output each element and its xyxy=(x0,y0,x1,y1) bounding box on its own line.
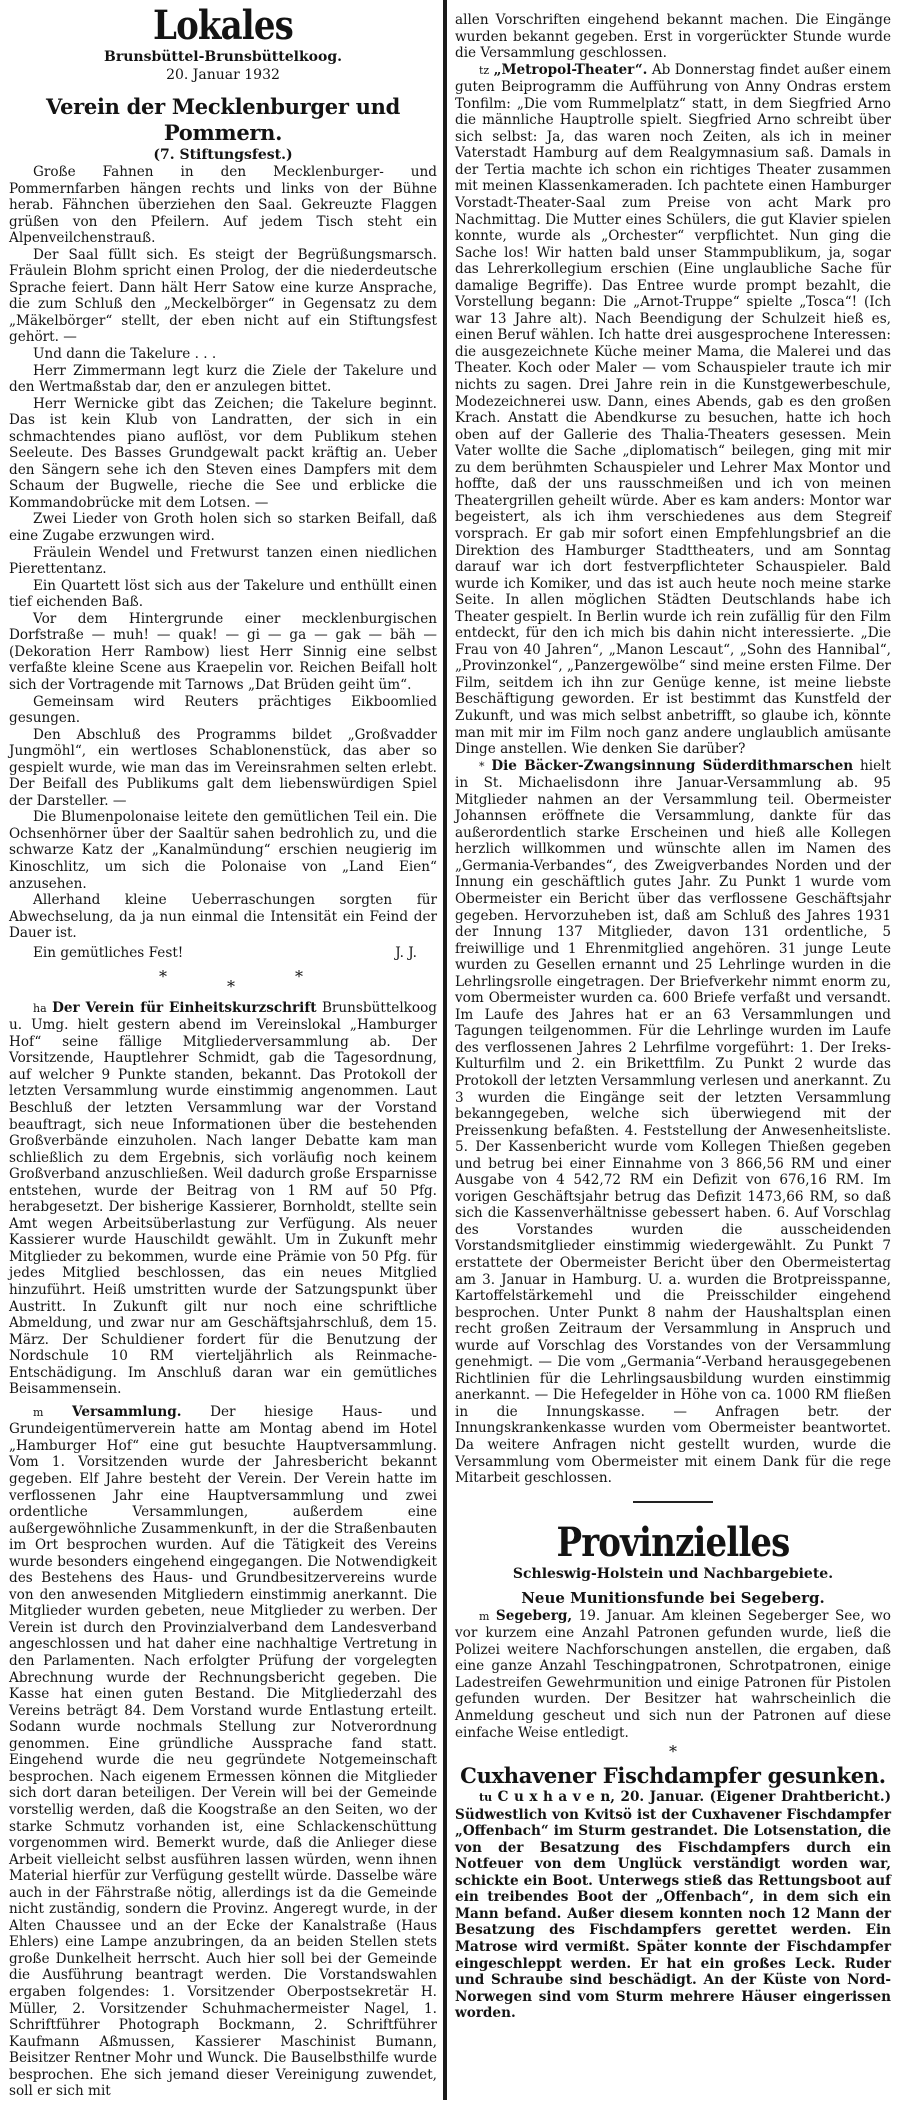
article-title: Verein der Mecklenburger und Pommern. xyxy=(46,94,400,145)
news-paragraph xyxy=(455,62,891,758)
article-paragraph: Vor dem Hintergrunde einer mecklenburgischen Dorfstraße — muh! — quak! — gi — ga — gak — bäh — (Dekoration Herr Rambow) liest Herr Sinnig eine selbst verfaßte kleine Scene aus Kraepelin vor. Reichen Beifall holt sich der Vortragende mit Tarnows „Dat Brüden geiht üm“. xyxy=(9,610,437,693)
author-code: tu xyxy=(479,1791,493,1805)
news-paragraph xyxy=(9,1000,437,1398)
news-paragraph xyxy=(455,1608,891,1741)
right-column xyxy=(455,0,891,2022)
news-items xyxy=(9,1000,437,2100)
news-lead: Versammlung. xyxy=(72,1403,182,1420)
news-items xyxy=(455,62,891,1487)
article-subtitle: (7. Stiftungsfest.) xyxy=(153,147,293,163)
paragraph-text: 20. Januar. (Eigener Drahtbericht.) Südwestlich von Kvitsö ist der Cuxhavener Fischdampfer „Offenbach“ im Sturm gestrandet. Die Lotsenstation, die von der Besatzung des Fischdampfers durch ein Notfeuer von dem Unglück verständigt worden war, schickte ein Boot. Unterwegs stieß das Rettungsboot auf ein treibendes Boot der „Offenbach“, in dem sich ein Mann befand. Außer diesem konnten noch 12 Mann der Besatzung des Fischdampfers gerettet werden. Ein Matrose wird vermißt. Später konnte der Fischdampfer eingeschleppt werden. Er hat ein großes Leck. Ruder und Schraube sind beschädigt. An der Küste von Nord-Norwegen sind vom Sturm mehrere Häuser eingerissen worden. xyxy=(455,1789,891,2022)
place-heading: Brunsbüttel-Brunsbüttelkoog. xyxy=(104,49,342,65)
article-body xyxy=(9,164,437,942)
article-closing xyxy=(9,944,437,962)
section-title-provinzielles: Provinzielles xyxy=(556,1518,790,1566)
article-paragraph: Fräulein Wendel und Fretwurst tanzen einen niedlichen Pierettentanz. xyxy=(9,544,437,578)
paragraph-text: 19. Januar. Am kleinen Segeberger See, wo vor kurzem eine Anzahl Patronen gefunden wurde, ließ die Polizei weitere Nachforschungen anstellen, die ergaben, daß eine ganze Anzahl Teschingpatronen, Schrotpatronen, einige Ladestreifen Gewehrmunition und einige Patronen für Pistolen gefunden wurden. Der Besitzer hat wahrscheinlich die Anmeldung gescheut und sich nun der Patronen auf diese einfache Weise entledigt. xyxy=(455,1607,891,1741)
article-paragraph: Der Saal füllt sich. Es steigt der Begrüßungsmarsch. Fräulein Blohm spricht einen Prolog, der die niederdeutsche Sprache feiert. Dann hält Herr Satow eine kurze Ansprache, die zum Schluß den „Meckelbörger“ in Gegensatz zu dem „Mäkelbörger“ stellt, der eben nicht auf ein Stiftungsfest gehört. — xyxy=(9,246,437,346)
author-code: m xyxy=(33,1405,44,1419)
author-initials: J. J. xyxy=(395,944,417,961)
article-title: Neue Munitionsfunde bei Segeberg. xyxy=(521,1588,825,1607)
article-title: Cuxhavener Fischdampfer gesunken. xyxy=(460,1763,886,1789)
separator-star: * xyxy=(159,966,167,986)
section-divider xyxy=(633,1501,713,1503)
article-paragraph: Allerhand kleine Ueberraschungen sorgten für Abwechselung, da ja nun einmal die Intensität ein Feind der Dauer ist. xyxy=(9,892,437,942)
article-paragraph: Zwei Lieder von Groth holen sich so starken Beifall, daß eine Zugabe erzwungen wird. xyxy=(9,511,437,545)
region-heading: Schleswig-Holstein und Nachbargebiete. xyxy=(512,1565,834,1582)
article-paragraph: Die Blumenpolonaise leitete den gemütlichen Teil ein. Die Ochsenhörner über der Saaltür sahen bedrohlich zu, und die schwarze Katz der „Kanalmündung“ erschien neugierig im Kinoschlitz, um sich die Polonaise von „Land Eien“ anzusehen. xyxy=(9,809,437,892)
separator-star: * xyxy=(227,976,235,996)
news-lead: „Metropol-Theater“. xyxy=(493,61,648,78)
article-paragraph: Den Abschluß des Programms bildet „Großvadder Jungmöhl“, ein wertloses Schablonenstück, das aber so gespielt wurde, wie man das im Vereinsrahmen selten erlebt. Der Beifall des Publikums galt dem liebenswürdigen Spiel der Darsteller. — xyxy=(9,726,437,809)
news-paragraph xyxy=(455,758,891,1487)
article-paragraph: Herr Wernicke gibt das Zeichen; die Takelure beginnt. Das ist kein Klub von Landratten, der sich in ein schmachtendes piano auflöst, vor dem Publikum stehen Seeleute. Des Basses Grundgewalt packt kräftig an. Ueber den Sängern sehe ich den Steven eines Dampfers mit dem Schaum der Bugwelle, rieche die See und erblicke die Kommandobrücke mit dem Lotsen. — xyxy=(9,395,437,511)
author-code: ha xyxy=(33,1001,47,1015)
continued-paragraph: allen Vorschriften eingehend bekannt machen. Die Eingänge wurden bekannt gegeben. Erst in vorgerückter Stunde wurde die Versammlung geschlossen. xyxy=(455,12,891,62)
author-code: * xyxy=(479,759,485,773)
article-paragraph: Große Fahnen in den Mecklenburger- und Pommernfarben hängen rechts und links von der Bühne herab. Fähnchen überziehen den Saal. Gekreuzte Flaggen grüßen von den Pfeilern. Auf jedem Tisch steht ein Alpenveilchenstrauß. xyxy=(9,164,437,247)
news-lead: Die Bäcker-Zwangsinnung Süderdithmarschen xyxy=(491,757,854,774)
article-paragraph: Und dann die Takelure . . . xyxy=(33,346,217,363)
article-paragraph: Gemeinsam wird Reuters prächtiges Eikboomlied gesungen. xyxy=(9,693,437,727)
paragraph-text: Brunsbüttelkoog u. Umg. hielt gestern abend im Vereinslokal „Hamburger Hof“ seine fällige Mitgliederversammlung ab. Der Vorsitzende, Hauptlehrer Schmidt, gab die Tagesordnung, auf welcher 9 Punkte standen, bekannt. Das Protokoll der letzten Versammlung wurde einstimmig angenommen. Laut Beschluß der letzten Versammlung war der Vorstand beauftragt, sich neue Informationen über die bestehenden Großverbände einzuholen. Nach langer Debatte kam man schließlich zu dem Ergebnis, sich vorläufig noch keinem Großverband anzuschließen. Weil dadurch große Ersparnisse entstehen, wurde der Beitrag von 1 RM auf 50 Pfg. herabgesetzt. Der bisherige Kassierer, Bornholdt, stellte sein Amt wegen Arbeitsüberlastung zur Verfügung. Als neuer Kassierer wurde Hauschildt gewählt. Um in Zukunft mehr Mitglieder zu bekommen, wurde eine Prämie von 50 Pfg. für jedes Mitglied beschlossen, das ein neues Mitglied hinzuführt. Heiß umstritten wurde der Satzungspunkt über Austritt. In Zukunft gilt nur noch eine schriftliche Abmeldung, und zwar nur am Geschäftsjahrschluß, dem 15. März. Der Schuldiener fordert für die Benutzung der Nordschule 10 RM vierteljährlich als Reinmache-Entschädigung. Im Anschluß daran war ein gemütliches Beisammensein. xyxy=(9,999,437,1398)
separator-star: * xyxy=(669,1742,677,1762)
dateline: C u x h a v e n, xyxy=(497,1789,615,1806)
dateline: Segeberg, xyxy=(495,1607,573,1624)
issue-date: 20. Januar 1932 xyxy=(166,67,280,83)
article-paragraph: Herr Zimmermann legt kurz die Ziele der Takelure und den Wertmaßstab dar, den er anzulegen bittet. xyxy=(9,362,437,396)
paragraph-text: Der hiesige Haus- und Grundeigentümerverein hatte am Montag abend im Hotel „Hamburger Hof“ eine gut besuchte Hauptversammlung. Vom 1. Vorsitzenden wurde der Jahresbericht bekannt gegeben. Elf Jahre besteht der Verein. Der Verein hatte im verflossenen Jahr eine Hauptversammlung und zwei ordentliche Versammlungen, außerdem eine außergewöhnliche Zusammenkunft, in der die Straßenbauten im Ort besprochen wurden. Auf die Tätigkeit des Vereins wurde besonders eingehend eingegangen. Die Notwendigkeit des Bestehens des Haus- und Grundbesitzervereins wurde von den anwesenden Mitgliedern einstimmig anerkannt. Die Mitglieder wurden gebeten, neue Mitglieder zu werben. Der Verein ist durch den Provinzialverband dem Landesverband angeschlossen und hat daher eine nachhaltige Vertretung in den Parlamenten. Nach erfolgter Prüfung der vorgelegten Abrechnung wurde der Rechnungsbericht gegeben. Die Kasse hat einen guten Bestand. Die Mitgliederzahl des Vereins beträgt 84. Dem Vorstand wurde Entlastung erteilt. Sodann wurde nochmals Stellung zur Notverordnung genommen. Eine gründliche Aussprache fand statt. Eingehend wurde die neu gegründete Notgemeinschaft besprochen. Nach eigenem Ermessen können die Mitglieder sich dort daran beteiligen. Der Verein will bei der Gemeinde vorstellig werden, daß die Koogstraße an den Seiten, wo der starke Schmutz vorhanden ist, eine Schlackenschüttung vorgenommen wird. Bemerkt wurde, daß die Anlieger diese Arbeit vielleicht selbst ausführen lassen würden, wenn ihnen Material hierfür zur Verfügung gestellt würde. Dasselbe wäre auch in der Fährstraße nötig, allerdings ist da die Gemeinde nicht zuständig, sondern die Provinz. Angeregt wurde, in der Alten Chaussee und an der Ecke der Kanalstraße (Haus Ehlers) eine Lampe anzubringen, da an beiden Stellen stets große Dunkelheit herrscht. Auch hier soll bei der Gemeinde die Ausführung beantragt werden. Die Vorstandswahlen ergaben folgendes: 1. Vorsitzender Oberpostsekretär H. Müller, 2. Vorsitzender Schuhmachermeister Nagel, 1. Schriftführer Photograph Bockmann, 2. Schriftführer Kaufmann Aßmussen, Kassierer Maschinist Bumann, Beisitzer Rentner Mohr und Wunck. Die Bauselbsthilfe wurde besprochen. Ehe sich jemand dieser Vereinigung zuwendet, soll er sich mit xyxy=(9,1403,437,2100)
separator-star: * xyxy=(295,966,303,986)
author-code: tz xyxy=(479,63,490,77)
paragraph-text: Ab Donnerstag findet außer einem guten Beiprogramm die Aufführung von Anny Ondras erstem Tonfilm: „Die vom Rummelplatz“ statt, in dem Siegfried Arno die männliche Hauptrolle spielt. Siegfried Arno schreibt über sich selbst: Ja, das waren noch Zeiten, als ich in meiner Vaterstadt Hamburg auf dem Realgymnasium saß. Damals in der Tertia machte ich schon ein richtiges Theater zusammen mit meinen Klassenkameraden. Ich pachtete einen Hamburger Vorstadt-Theater-Saal zum Preise von acht Mark pro Nachmittag. Die Mutter eines Schülers, die gut Klavier spielen konnte, wurde als „Orchester“ verpflichtet. Nun ging die Sache los! Wir hatten bald unser Stammpublikum, ja, sogar das Lehrerkollegium erschien (Eine unglaubliche Sache für damalige Begriffe). Das Entree wurde prompt bezahlt, die Vorstellung begann: Die „Arnot-Truppe“ spielte „Tosca“! (Ich war 13 Jahre alt). Nach Beendigung der Schulzeit hieß es, einen Beruf wählen. Ich hatte drei ausgesprochene Interessen: die ausgezeichnete Küche meiner Mama, die Malerei und das Theater. Koch oder Maler — vom Schauspieler traute ich mir nichts zu sagen. Drei Jahre rein in die Kunstgewerbeschule, Modezeichnerei usw. Dann, eines Abends, gab es den großen Krach. Anstatt die Abendkurse zu besuchen, hatte ich hoch oben auf der Gallerie des Thalia-Theaters gesessen. Mein Vater wollte die Sache „diplomatisch“ beilegen, ging mit mir zu dem berühmten Schauspieler und Lehrer Max Montor und hoffte, daß der uns rausschmeißen und ich von meinen Theatergrillen geheilt würde. Aber es kam anders: Montor war begeistert, als ich ihm verschiedenes aus dem Stegreif vorsprach. Er gab mir sofort einen Empfehlungsbrief an die Direktion des Hamburger Stadttheaters, und am Sonntag darauf war ich dort festverpflichteter Schauspieler. Bald wurde ich Komiker, und das ist auch heute noch meine starke Seite. In allen möglichen Städten Deutschlands habe ich Theater gespielt. In Berlin wurde ich rein zufällig für den Film entdeckt, für den ich mich bis dahin nicht interessierte. „Die Frau von 40 Jahren“, „Manon Lescaut“, „Sohn des Hannibal“, „Provinzonkel“, „Panzergewölbe“ sind meine ersten Filme. Der Film, seitdem ich ihn zur Genüge kenne, ist meine liebste Beschäftigung geworden. Er ist bestimmt das Kunstfeld der Zukunft, und was mich selbst anbetrifft, so glaube ich, könnte man mit mir im Film noch ganz andere unglaublich amüsante Dinge anstellen. Wie denken Sie darüber? xyxy=(455,61,891,758)
news-paragraph xyxy=(9,1404,437,2100)
news-lead: Der Verein für Einheitskurzschrift xyxy=(52,999,317,1016)
section-title-lokales: Lokales xyxy=(153,2,293,49)
author-code: m xyxy=(479,1609,490,1623)
news-paragraph xyxy=(455,1789,891,2022)
asterism-separator xyxy=(9,962,437,1000)
column-rule xyxy=(443,0,447,2100)
left-column xyxy=(9,0,437,2100)
article-paragraph: Ein Quartett löst sich aus der Takelure und enthüllt einen tief eichenden Baß. xyxy=(9,577,437,611)
closing-line: Ein gemütliches Fest! xyxy=(33,944,184,961)
paragraph-text: hielt in St. Michaelisdonn ihre Januar-Versammlung ab. 95 Mitglieder nahmen an der Versammlung teil. Obermeister Johannsen eröffnete die Versammlung, dankte für das außerordentlich starke Erscheinen und hieß alle Kollegen herzlich willkommen und wünschte allen im Namen des „Germania-Verbandes“, des Zweigverbandes Norden und der Innung ein geschäftlich gutes Jahr. Zu Punkt 1 wurde vom Obermeister ein Bericht über das verflossene Geschäftsjahr gegeben. Hervorzuheben ist, daß am Schluß des Jahres 1931 der Innung 137 Mitglieder, davon 131 ordentliche, 5 freiwillige und 1 Ehrenmitglied angehören. 31 junge Leute wurden zu Gesellen ernannt und 25 Lehrlinge wurden in die Lehrlingsrolle eingetragen. Der Briefverkehr nimmt enorm zu, vom Obermeister wurden ca. 600 Briefe verfaßt und versandt. Im Laufe des Jahres hat er an 63 Versammlungen und Tagungen teilgenommen. Für die Lehrlinge wurden im Laufe des verflossenen Jahres 2 Lehrfilme vorgeführt: 1. Der Ireks-Kulturfilm und 2. ein Brikettfilm. Zu Punkt 2 wurde das Protokoll der letzten Versammlung verlesen und anerkannt. Zu 3 wurden die Eingänge seit der letzten Versammlung bekanngegeben, welche sich überwiegend mit der Preissenkung befaßten. 4. Feststellung der Anwesenheitsliste. 5. Der Kassenbericht wurde vom Kollegen Thießen gegeben und betrug bei einer Einnahme von 3 866,56 RM und einer Ausgabe von 4 542,72 RM ein Defizit von 676,16 RM. Im vorigen Geschäftsjahr betrug das Defizit 1473,66 RM, so daß sich die Kassenverhältnisse gebessert haben. 6. Auf Vorschlag des Vorstandes wurden die ausscheidenden Vorstandsmitglieder einstimmig wiedergewählt. Zu Punkt 7 erstattete der Obermeister Bericht über den Obermeistertag am 3. Januar in Hamburg. U. a. wurden die Brotpreisspanne, Kartoffelstärkemehl und die Preisschilder eingehend besprochen. Unter Punkt 8 nahm der Haushaltsplan einen recht großen Zeitraum der Versammlung in Anspruch und wurde auf Vorschlag des Vorstandes von der Versammlung genehmigt. — Die vom „Germania“-Verband herausgegebenen Richtlinien für die Lehrlingsausbildung wurden einstimmig anerkannt. — Die Hefegelder in Höhe von ca. 1000 RM fließen in die Innungskasse. — Anfragen betr. der Innungskrankenkasse wurden vom Obermeister beantwortet. Da weitere Anfragen nicht gestellt wurden, wurde die Versammlung vom Obermeister mit einem Dank für die rege Mitarbeit geschlossen. xyxy=(455,757,891,1487)
